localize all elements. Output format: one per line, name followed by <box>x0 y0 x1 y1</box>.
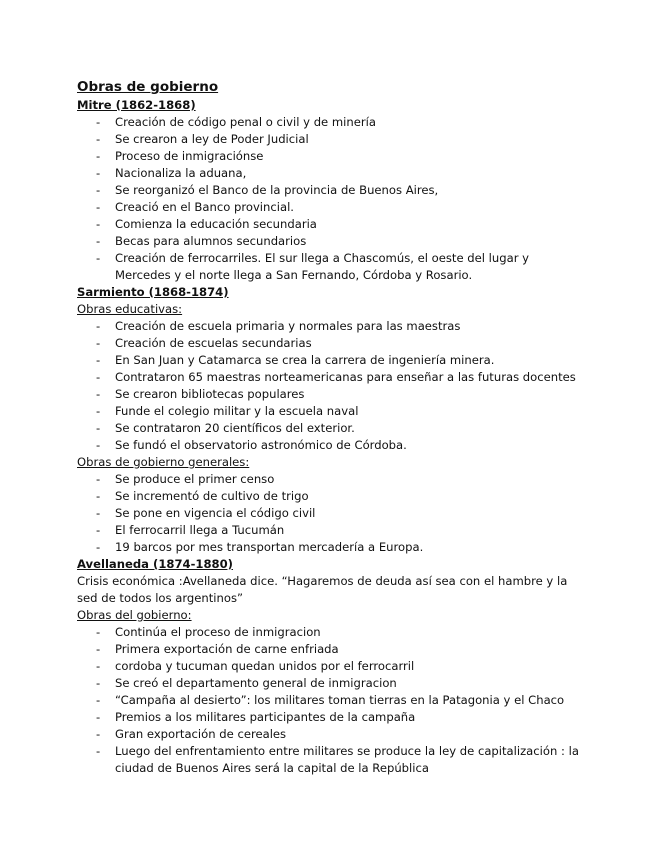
list-item <box>77 641 587 658</box>
list-item <box>77 131 587 148</box>
bullet-dash: - <box>96 370 101 384</box>
bullet-dash: - <box>96 472 101 486</box>
list-item-text: cordoba y tucuman quedan unidos por el ferrocarril <box>115 659 415 673</box>
bullet-dash: - <box>96 234 101 248</box>
section-heading-mitre: Mitre (1862-1868) <box>77 98 196 112</box>
bullet-dash: - <box>96 659 101 673</box>
page-title: Obras de gobierno <box>77 79 219 95</box>
section-heading-avellaneda: Avellaneda (1874-1880) <box>77 557 233 571</box>
list-item-text: Se crearon bibliotecas populares <box>115 387 305 401</box>
list-item-text: El ferrocarril llega a Tucumán <box>115 523 285 537</box>
list-item-text: En San Juan y Catamarca se crea la carrera de ingeniería minera. <box>115 353 495 367</box>
list-item <box>77 352 587 369</box>
list-item-text: “Campaña al desierto”: los militares toman tierras en la Patagonia y el Chaco <box>115 693 565 707</box>
sarmiento-educativas-list <box>77 318 587 454</box>
bullet-dash: - <box>96 676 101 690</box>
bullet-dash: - <box>96 336 101 350</box>
list-item <box>77 726 587 743</box>
bullet-dash: - <box>96 540 101 554</box>
list-item <box>77 165 587 182</box>
list-item-text: Creación de escuelas secundarias <box>115 336 312 350</box>
list-item-text: 19 barcos por mes transportan mercadería a Europa. <box>115 540 424 554</box>
list-item <box>77 182 587 199</box>
list-item-text: Primera exportación de carne enfriada <box>115 642 339 656</box>
bullet-dash: - <box>96 625 101 639</box>
list-item-text: Nacionaliza la aduana, <box>115 166 247 180</box>
bullet-dash: - <box>96 489 101 503</box>
section-heading-sarmiento: Sarmiento (1868-1874) <box>77 285 229 299</box>
list-item <box>77 675 587 692</box>
bullet-dash: - <box>96 438 101 452</box>
document-content <box>77 77 587 777</box>
bullet-dash: - <box>96 251 101 265</box>
list-item-text: Se pone en vigencia el código civil <box>115 506 316 520</box>
sarmiento-generales-list <box>77 471 587 556</box>
list-item <box>77 420 587 437</box>
list-item-text: Se fundó el observatorio astronómico de Córdoba. <box>115 438 407 452</box>
bullet-dash: - <box>96 710 101 724</box>
list-item-text: Premios a los militares participantes de la campaña <box>115 710 416 724</box>
list-item <box>77 386 587 403</box>
list-item <box>77 114 587 131</box>
bullet-dash: - <box>96 744 101 758</box>
bullet-dash: - <box>96 353 101 367</box>
list-item <box>77 318 587 335</box>
bullet-dash: - <box>96 693 101 707</box>
list-item-text: Comienza la educación secundaria <box>115 217 317 231</box>
list-item-text: Luego del enfrentamiento entre militares se produce la ley de capitalización : la ciudad de Buenos Aires será la capital de la República <box>115 744 579 775</box>
list-item-text: Funde el colegio militar y la escuela naval <box>115 404 359 418</box>
subheading-obras-generales: Obras de gobierno generales: <box>77 455 250 469</box>
bullet-dash: - <box>96 200 101 214</box>
list-item <box>77 692 587 709</box>
list-item <box>77 488 587 505</box>
bullet-dash: - <box>96 387 101 401</box>
list-item <box>77 250 587 284</box>
bullet-dash: - <box>96 149 101 163</box>
list-item <box>77 539 587 556</box>
bullet-dash: - <box>96 421 101 435</box>
list-item-text: Creación de escuela primaria y normales para las maestras <box>115 319 461 333</box>
list-item <box>77 709 587 726</box>
list-item <box>77 624 587 641</box>
bullet-dash: - <box>96 183 101 197</box>
list-item <box>77 335 587 352</box>
list-item <box>77 437 587 454</box>
list-item <box>77 233 587 250</box>
list-item-text: Se crearon a ley de Poder Judicial <box>115 132 309 146</box>
list-item-text: Gran exportación de cereales <box>115 727 287 741</box>
bullet-dash: - <box>96 506 101 520</box>
list-item <box>77 658 587 675</box>
bullet-dash: - <box>96 132 101 146</box>
bullet-dash: - <box>96 166 101 180</box>
list-item-text: Se reorganizó el Banco de la provincia de Buenos Aires, <box>115 183 439 197</box>
list-item <box>77 216 587 233</box>
bullet-dash: - <box>96 319 101 333</box>
list-item-text: Creación de código penal o civil y de minería <box>115 115 376 129</box>
list-item <box>77 148 587 165</box>
list-item <box>77 471 587 488</box>
list-item-text: Se contrataron 20 científicos del exterior. <box>115 421 355 435</box>
list-item-text: Creación de ferrocarriles. El sur llega a Chascomús, el oeste del lugar y Mercedes y el norte llega a San Fernando, Córdoba y Rosario. <box>115 251 530 282</box>
bullet-dash: - <box>96 642 101 656</box>
list-item <box>77 522 587 539</box>
list-item-text: Creació en el Banco provincial. <box>115 200 294 214</box>
bullet-dash: - <box>96 523 101 537</box>
list-item <box>77 369 587 386</box>
list-item-text: Proceso de inmigraciónse <box>115 149 264 163</box>
list-item <box>77 505 587 522</box>
list-item-text: Contrataron 65 maestras norteamericanas para enseñar a las futuras docentes <box>115 370 576 384</box>
bullet-dash: - <box>96 115 101 129</box>
subheading-obras-gobierno: Obras del gobierno: <box>77 608 192 622</box>
list-item-text: Becas para alumnos secundarios <box>115 234 307 248</box>
list-item-text: Continúa el proceso de inmigracion <box>115 625 321 639</box>
bullet-dash: - <box>96 727 101 741</box>
mitre-list <box>77 114 587 284</box>
crisis-paragraph: Crisis económica :Avellaneda dice. “Hagaremos de deuda así sea con el hambre y la sed de todos los argentinos” <box>77 574 568 605</box>
list-item-text: Se creó el departamento general de inmigracion <box>115 676 397 690</box>
list-item-text: Se produce el primer censo <box>115 472 275 486</box>
list-item <box>77 743 587 777</box>
avellaneda-gobierno-list <box>77 624 587 777</box>
list-item <box>77 403 587 420</box>
bullet-dash: - <box>96 217 101 231</box>
list-item <box>77 199 587 216</box>
bullet-dash: - <box>96 404 101 418</box>
subheading-obras-educativas: Obras educativas: <box>77 302 183 316</box>
list-item-text: Se incrementó de cultivo de trigo <box>115 489 309 503</box>
